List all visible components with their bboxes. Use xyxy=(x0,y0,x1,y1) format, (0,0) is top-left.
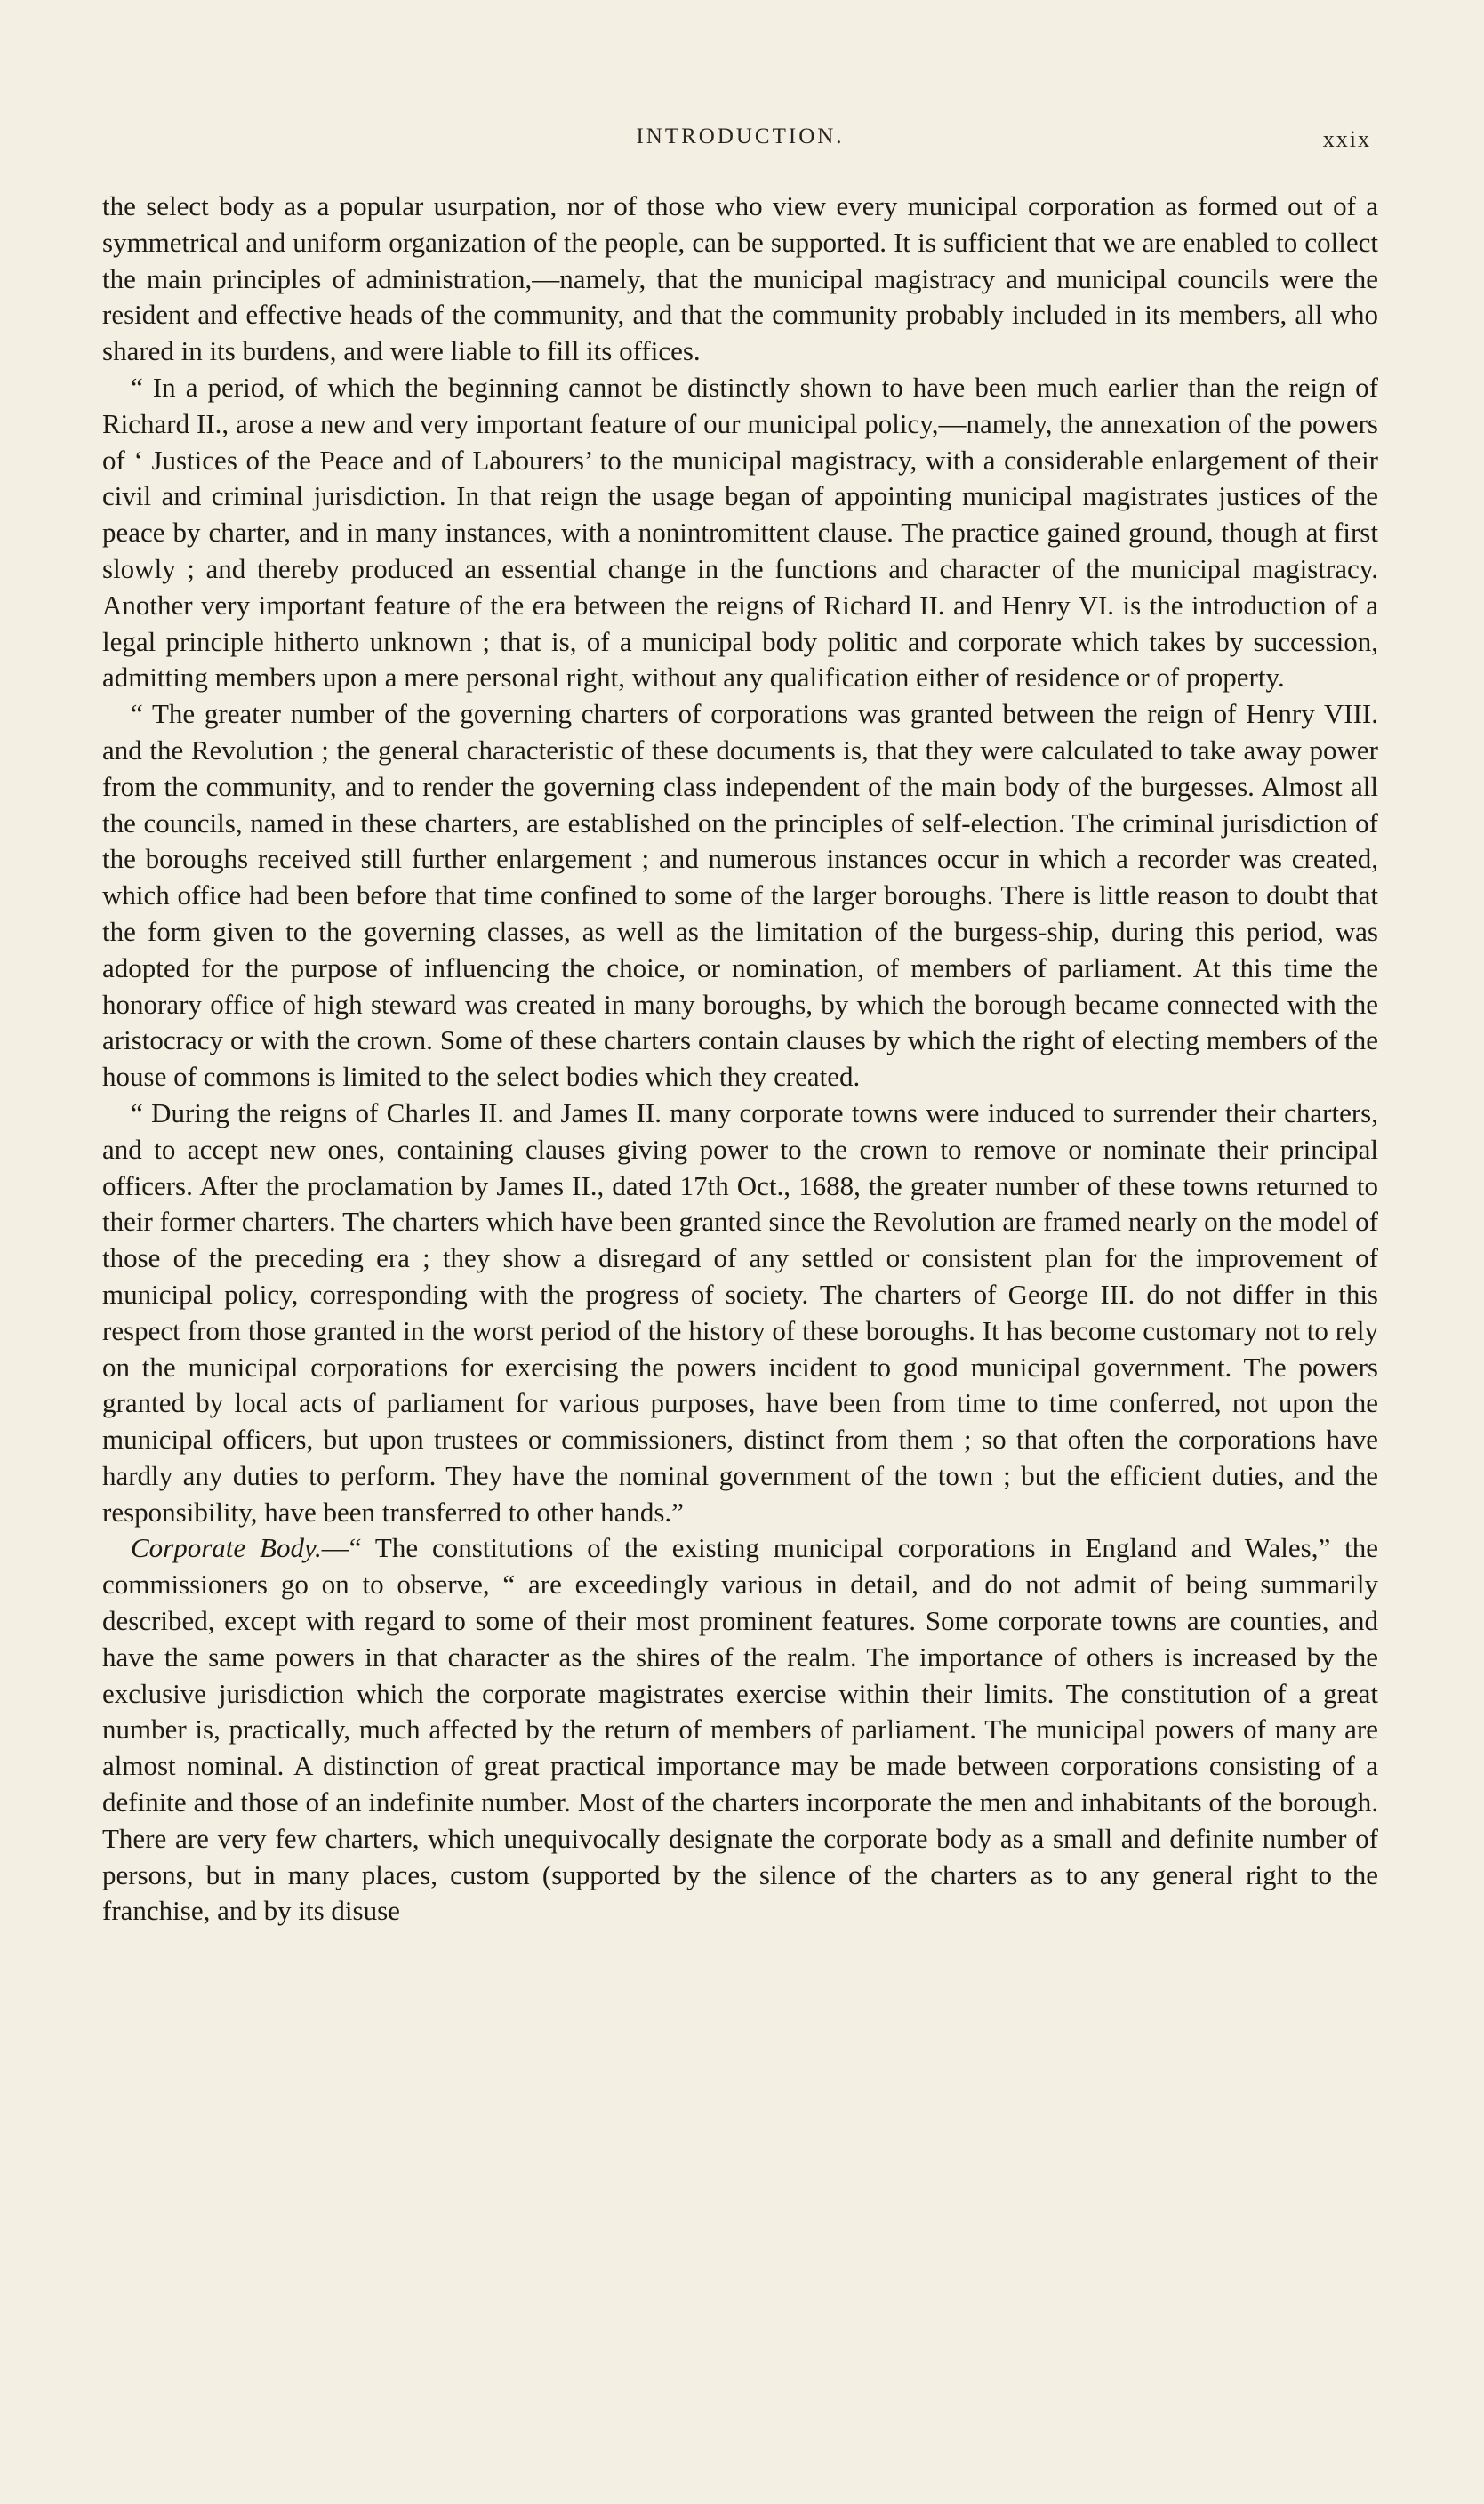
paragraph-1 xyxy=(102,189,1378,370)
paragraph-1-text: the select body as a popular usurpation, nor of those who view every municipal corporation as formed out of a symmetrical and uniform organization of the people, can be supported. It is sufficient that we are enabled to collect the main principles of administration,—namely, that the municipal magistracy and municipal councils were the resident and effective heads of the community, and that the community probably included in its members, all who shared in its burdens, and were liable to fill its offices. xyxy=(102,190,1378,367)
paragraph-3 xyxy=(102,696,1378,1096)
running-head xyxy=(102,124,1378,160)
body-text xyxy=(102,189,1378,1930)
paragraph-3-text: “ The greater number of the governing charters of corporations was granted between the reign of Henry VIII. and the Revolution ; the general characteristic of these documents is, that they were calculated to take away power from the community, and to render the governing class independent of the main body of the burgesses. Almost all the councils, named in these charters, are established on the principles of self-election. The criminal jurisdiction of the boroughs received still further enlargement ; and numerous instances occur in which a recorder was created, which office had been before that time confined to some of the larger boroughs. There is little reason to doubt that the form given to the governing classes, as well as the limitation of the burgess-ship, during this period, was adopted for the purpose of influencing the choice, or nomination, of members of parliament. At this time the honorary office of high steward was created in many boroughs, by which the borough became connected with the aristocracy or with the crown. Some of these charters contain clauses by which the right of electing members of the house of commons is limited to the select bodies which they created. xyxy=(102,698,1378,1093)
paragraph-5-text: —“ The constitutions of the existing municipal corporations in England and Wales,” the commissioners go on to observe, “ are exceedingly various in detail, and do not admit of being summarily described, except with regard to some of their most prominent features. Some corporate towns are counties, and have the same powers in that character as the shires of the realm. The importance of others is increased by the exclusive jurisdiction which the corporate magistrates exercise within their limits. The constitution of a great number is, practically, much affected by the return of members of parliament. The municipal powers of many are almost nominal. A distinction of great practical importance may be made between corporations consisting of a definite and those of an indefinite number. Most of the charters incorporate the men and inhabitants of the borough. There are very few charters, which unequivocally designate the corporate body as a small and definite number of persons, but in many places, custom (supported by the silence of the charters as to any general right to the franchise, and by its disuse xyxy=(102,1532,1378,1927)
paragraph-5 xyxy=(102,1530,1378,1930)
running-title: INTRODUCTION. xyxy=(636,124,845,148)
paragraph-4 xyxy=(102,1096,1378,1531)
paragraph-2 xyxy=(102,370,1378,696)
paragraph-4-text: “ During the reigns of Charles II. and James II. many corporate towns were induced to surrender their charters, and to accept new ones, containing clauses giving power to the crown to remove or nominate their principal officers. After the proclamation by James II., dated 17th Oct., 1688, the greater number of these towns returned to their former charters. The charters which have been granted since the Revolution are framed nearly on the model of those of the preceding era ; they show a disregard of any settled or consistent plan for the improvement of municipal policy, corresponding with the progress of society. The charters of George III. do not differ in this respect from those granted in the worst period of the history of these boroughs. It has become customary not to rely on the municipal corporations for exercising the powers incident to good municipal government. The powers granted by local acts of parliament for various purposes, have been from time to time conferred, not upon the municipal officers, but upon trustees or commissioners, distinct from them ; so that often the corporations have hardly any duties to perform. They have the nominal government of the town ; but the efficient duties, and the responsibility, have been transferred to other hands.” xyxy=(102,1096,1378,1528)
paragraph-2-text: “ In a period, of which the beginning cannot be distinctly shown to have been much earlier than the reign of Richard II., arose a new and very important feature of our municipal policy,—namely, the annexation of the powers of ‘ Justices of the Peace and of Labourers’ to the municipal magistracy, with a considerable enlargement of their civil and criminal jurisdiction. In that reign the usage began of appointing municipal magistrates justices of the peace by charter, and in many instances, with a nonintromittent clause. The practice gained ground, though at first slowly ; and thereby produced an essential change in the functions and character of the municipal magistracy. Another very important feature of the era between the reigns of Richard II. and Henry VI. is the introduction of a legal principle hitherto unknown ; that is, of a municipal body politic and corporate which takes by succession, admitting members upon a mere personal right, without any qualification either of residence or of property. xyxy=(102,371,1378,694)
section-heading-corporate-body: Corporate Body. xyxy=(131,1532,322,1564)
page-number: xxix xyxy=(1322,126,1371,152)
